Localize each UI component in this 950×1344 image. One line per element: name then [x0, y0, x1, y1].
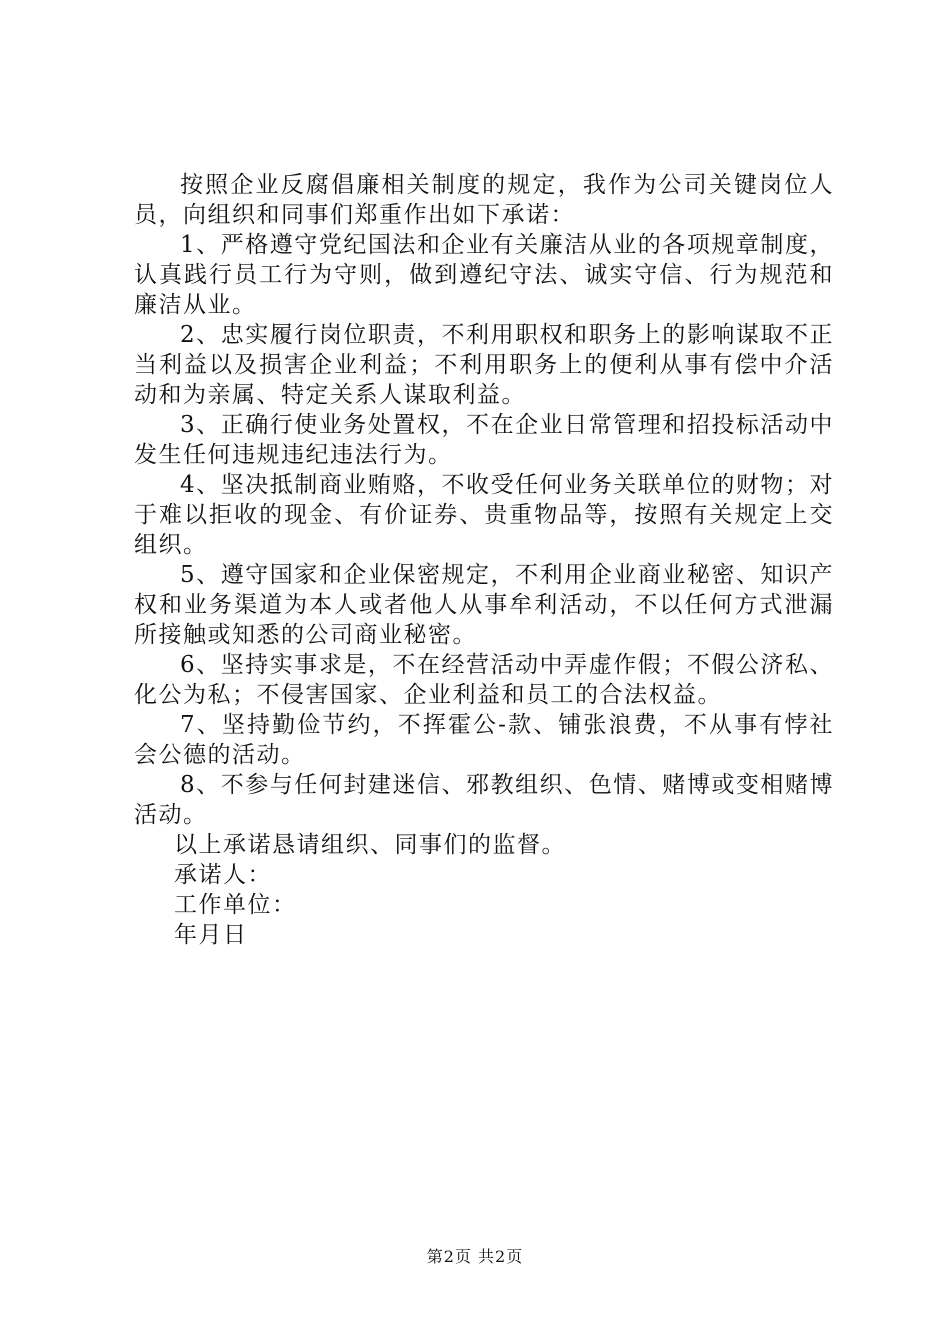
- commitment-item-1: 1、严格遵守党纪国法和企业有关廉洁从业的各项规章制度，认真践行员工行为守则，做到遵纪守法、诚实守信、行为规范和廉洁从业。: [134, 232, 834, 318]
- commitment-item-5: 5、遵守国家和企业保密规定，不利用企业商业秘密、知识产权和业务渠道为本人或者他人从事牟利活动，不以任何方式泄漏所接触或知悉的公司商业秘密。: [134, 562, 834, 648]
- closing-statement: 以上承诺恳请组织、同事们的监督。: [174, 832, 566, 858]
- commitment-item-2: 2、忠实履行岗位职责，不利用职权和职务上的影响谋取不正当利益以及损害企业利益；不利用职务上的便利从事有偿中介活动和为亲属、特定关系人谋取利益。: [134, 322, 834, 408]
- intro-paragraph: 按照企业反腐倡廉相关制度的规定，我作为公司关键岗位人员，向组织和同事们郑重作出如下承诺：: [134, 172, 834, 228]
- commitment-item-8: 8、不参与任何封建迷信、邪教组织、色情、赌博或变相赌博活动。: [134, 772, 834, 828]
- commitment-item-4: 4、坚决抵制商业贿赂，不收受任何业务关联单位的财物；对于难以拒收的现金、有价证券、贵重物品等，按照有关规定上交组织。: [134, 472, 834, 558]
- commitment-item-6: 6、坚持实事求是，不在经营活动中弄虚作假；不假公济私、化公为私；不侵害国家、企业利益和员工的合法权益。: [134, 652, 834, 708]
- work-unit-label: 工作单位：: [174, 892, 297, 918]
- page-footer: 第2页 共2页: [426, 1247, 524, 1266]
- signer-label: 承诺人：: [174, 862, 272, 888]
- commitment-item-7: 7、坚持勤俭节约，不挥霍公-款、铺张浪费，不从事有悖社会公德的活动。: [134, 712, 834, 768]
- date-label: 年月日: [174, 922, 248, 948]
- document-body: [134, 170, 834, 950]
- commitment-item-3: 3、正确行使业务处置权，不在企业日常管理和招投标活动中发生任何违规违纪违法行为。: [134, 412, 834, 468]
